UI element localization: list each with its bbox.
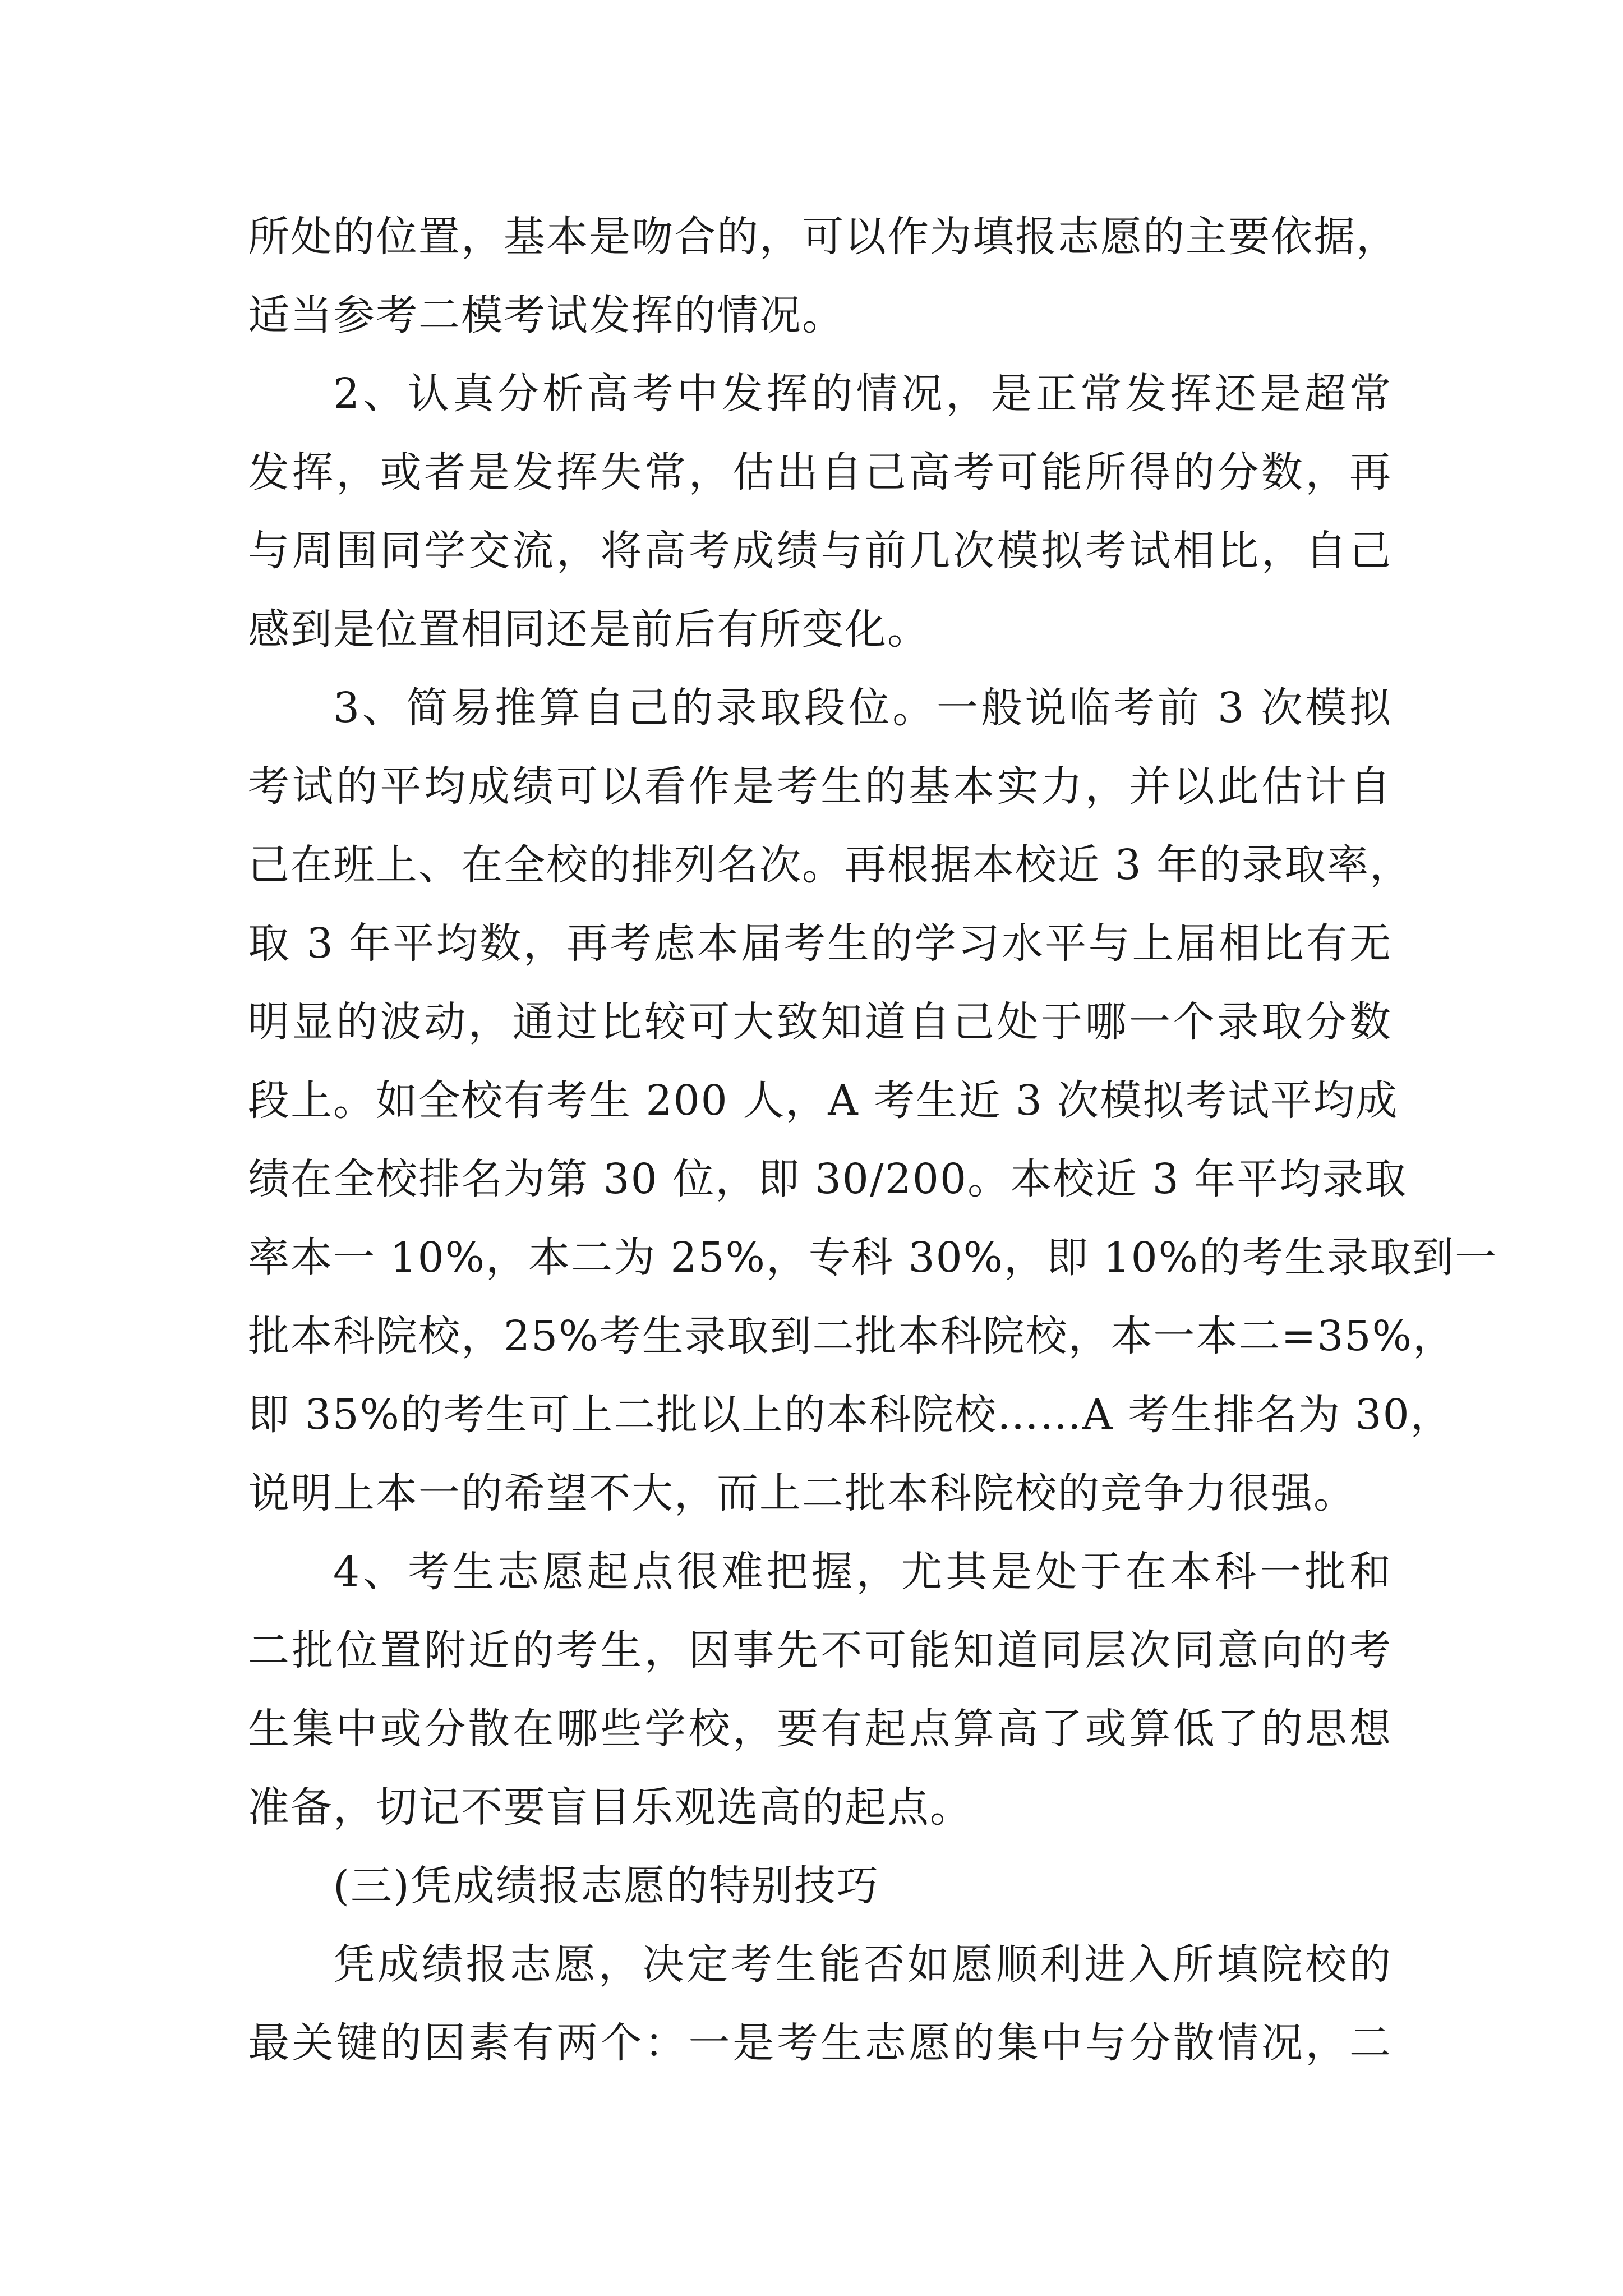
text-line-18: 4、考生志愿起点很难把握，尤其是处于在本科一批和 (333, 1548, 1392, 1596)
text-line-10: 取 3 年平均数，再考虑本届考生的学习水平与上届相比有无 (248, 919, 1392, 968)
text-line-16: 即 35%的考生可上二批以上的本科院校……A 考生排名为 30， (248, 1391, 1453, 1439)
text-line-2: 适当参考二模考试发挥的情况。 (248, 291, 845, 339)
text-line-24: 最关键的因素有两个：一是考生志愿的集中与分散情况，二 (248, 2019, 1392, 2067)
text-line-9: 己在班上、在全校的排列名次。再根据本校近 3 年的录取率， (248, 841, 1413, 889)
text-line-19: 二批位置附近的考生，因事先不可能知道同层次同意向的考 (248, 1626, 1392, 1674)
text-line-11: 明显的波动，通过比较可大致知道自己处于哪一个录取分数 (248, 998, 1392, 1046)
text-line-7: 3、简易推算自己的录取段位。一般说临考前 3 次模拟 (333, 684, 1392, 732)
text-line-23: 凭成绩报志愿，决定考生能否如愿顺利进入所填院校的 (333, 1940, 1392, 1989)
text-line-21: 准备，切记不要盲目乐观选高的起点。 (248, 1783, 972, 1832)
text-line-6: 感到是位置相同还是前后有所变化。 (248, 605, 930, 654)
text-line-1: 所处的位置，基本是吻合的，可以作为填报志愿的主要依据， (248, 213, 1399, 261)
text-line-15: 批本科院校，25%考生录取到二批本科院校，本一本二=35%， (248, 1312, 1455, 1360)
text-line-12: 段上。如全校有考生 200 人，A 考生近 3 次模拟考试平均成 (248, 1076, 1399, 1125)
text-line-13: 绩在全校排名为第 30 位，即 30/200。本校近 3 年平均录取 (248, 1155, 1408, 1203)
text-line-14: 率本一 10%，本二为 25%，专科 30%，即 10%的考生录取到一 (248, 1234, 1497, 1282)
text-line-17: 说明上本一的希望不大，而上二批本科院校的竞争力很强。 (248, 1469, 1356, 1517)
text-line-5: 与周围同学交流，将高考成绩与前几次模拟考试相比，自己 (248, 527, 1392, 575)
text-line-4: 发挥，或者是发挥失常，估出自己高考可能所得的分数，再 (248, 448, 1392, 496)
text-line-8: 考试的平均成绩可以看作是考生的基本实力，并以此估计自 (248, 762, 1392, 811)
section-heading: (三)凭成绩报志愿的特别技巧 (333, 1862, 879, 1910)
text-line-20: 生集中或分散在哪些学校，要有起点算高了或算低了的思想 (248, 1705, 1392, 1753)
text-line-3: 2、认真分析高考中发挥的情况，是正常发挥还是超常 (333, 370, 1392, 418)
